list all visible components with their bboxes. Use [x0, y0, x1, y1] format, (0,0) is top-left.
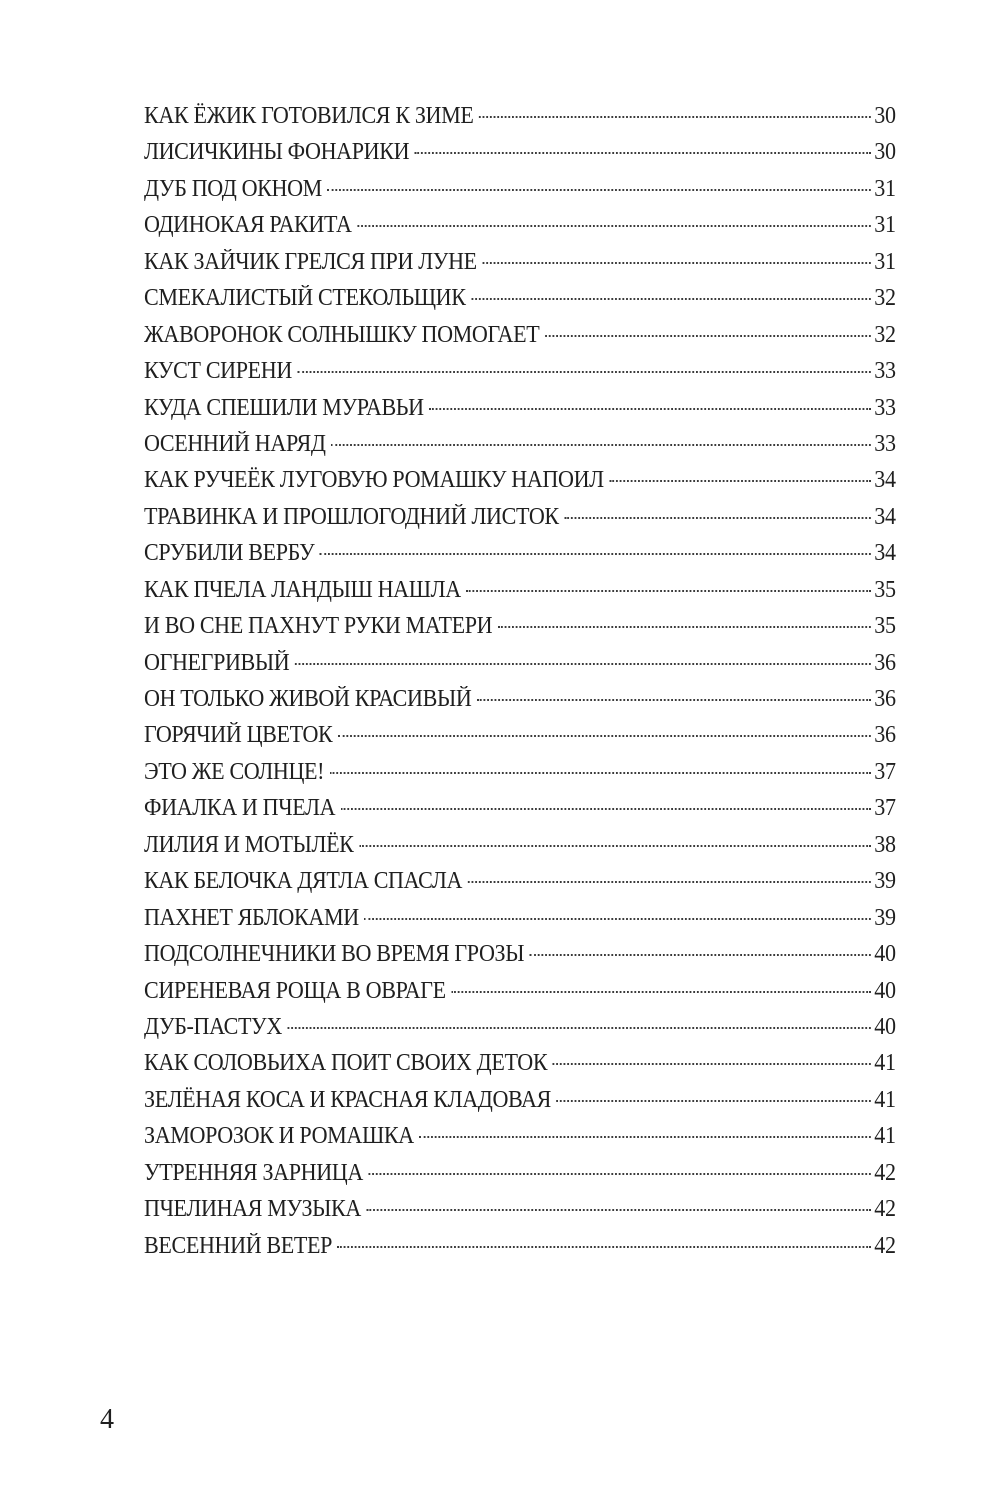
dot-leader: [530, 954, 871, 956]
toc-entry-page: 34: [874, 503, 896, 530]
toc-entry-title: ЗАМОРОЗОК И РОМАШКА: [144, 1123, 414, 1150]
toc-entry: [144, 1191, 896, 1227]
toc-entry-title: ПАХНЕТ ЯБЛОКАМИ: [144, 904, 359, 931]
toc-entry-title: ЭТО ЖЕ СОЛНЦЕ!: [144, 758, 325, 785]
toc-entry: [144, 608, 896, 644]
toc-entry-page: 40: [874, 941, 896, 968]
toc-entry-page: 41: [874, 1050, 896, 1077]
toc-entry-title: ЖАВОРОНОК СОЛНЫШКУ ПОМОГАЕТ: [144, 321, 540, 348]
toc-entry: [144, 973, 896, 1009]
toc-entry-page: 38: [874, 831, 896, 858]
toc-entry-page: 30: [874, 103, 896, 129]
toc-entry-title: ЛИЛИЯ И МОТЫЛЁК: [144, 831, 354, 858]
dot-leader: [545, 335, 871, 337]
toc-entry-page: 42: [874, 1232, 896, 1259]
toc-entry: [144, 900, 896, 936]
toc-entry-title: ОН ТОЛЬКО ЖИВОЙ КРАСИВЫЙ: [144, 686, 472, 712]
dot-leader: [471, 298, 870, 300]
toc-entry: [144, 1045, 896, 1081]
toc-entry-title: КУДА СПЕШИЛИ МУРАВЬИ: [144, 394, 424, 421]
toc-entry-page: 36: [874, 722, 896, 749]
dot-leader: [320, 553, 871, 555]
toc-entry: [144, 535, 896, 571]
toc-entry-title: СИРЕНЕВАЯ РОЩА В ОВРАГЕ: [144, 977, 446, 1004]
toc-entry-page: 34: [874, 467, 896, 494]
dot-leader: [468, 881, 871, 883]
toc-entry-page: 36: [874, 649, 896, 676]
toc-entry-title: КАК БЕЛОЧКА ДЯТЛА СПАСЛА: [144, 868, 463, 895]
toc-entry-title: И ВО СНЕ ПАХНУТ РУКИ МАТЕРИ: [144, 613, 493, 640]
toc-entry-title: ВЕСЕННИЙ ВЕТЕР: [144, 1232, 333, 1259]
dot-leader: [338, 1246, 871, 1248]
toc-entry: [144, 499, 896, 535]
toc-entry-title: КАК ЁЖИК ГОТОВИЛСЯ К ЗИМЕ: [144, 103, 474, 129]
dot-leader: [609, 480, 870, 482]
toc-entry-page: 32: [874, 321, 896, 348]
toc-entry-page: 30: [874, 139, 896, 166]
table-of-contents: [144, 98, 896, 1264]
toc-entry-page: 31: [874, 212, 896, 239]
dot-leader: [498, 626, 871, 628]
toc-entry: [144, 1082, 896, 1118]
toc-entry-page: 40: [874, 1013, 896, 1040]
toc-entry: [144, 936, 896, 972]
dot-leader: [415, 152, 871, 154]
toc-entry: [144, 353, 896, 389]
toc-entry-page: 40: [874, 977, 896, 1004]
toc-entry: [144, 645, 896, 681]
toc-entry: [144, 863, 896, 899]
toc-entry: [144, 1009, 896, 1045]
toc-entry-page: 34: [874, 540, 896, 567]
toc-entry-title: КАК ПЧЕЛА ЛАНДЫШ НАШЛА: [144, 576, 461, 603]
toc-entry-title: ПЧЕЛИНАЯ МУЗЫКА: [144, 1196, 362, 1223]
toc-entry: [144, 827, 896, 863]
toc-entry: [144, 280, 896, 316]
toc-entry-title: ФИАЛКА И ПЧЕЛА: [144, 795, 336, 822]
toc-entry-page: 42: [874, 1196, 896, 1223]
toc-entry-page: 32: [874, 285, 896, 312]
dot-leader: [466, 590, 870, 592]
toc-entry: [144, 390, 896, 426]
toc-entry: [144, 572, 896, 608]
dot-leader: [553, 1063, 871, 1065]
dot-leader: [364, 918, 870, 920]
dot-leader: [368, 1173, 870, 1175]
toc-entry-title: ОСЕННИЙ НАРЯД: [144, 430, 326, 457]
toc-entry-page: 36: [874, 686, 896, 712]
toc-entry: [144, 462, 896, 498]
toc-entry: [144, 171, 896, 207]
dot-leader: [295, 663, 871, 665]
toc-entry-page: 33: [874, 430, 896, 457]
toc-entry: [144, 134, 896, 170]
toc-entry-page: 39: [874, 904, 896, 931]
toc-entry-title: КАК РУЧЕЁК ЛУГОВУЮ РОМАШКУ НАПОИЛ: [144, 467, 604, 494]
toc-entry: [144, 426, 896, 462]
toc-entry: [144, 207, 896, 243]
dot-leader: [338, 735, 871, 737]
toc-entry-page: 31: [874, 175, 896, 202]
dot-leader: [331, 444, 871, 446]
dot-leader: [429, 408, 870, 410]
toc-entry-title: ГОРЯЧИЙ ЦВЕТОК: [144, 722, 333, 749]
toc-entry-title: КАК СОЛОВЬИХА ПОИТ СВОИХ ДЕТОК: [144, 1050, 548, 1077]
toc-entry-title: СМЕКАЛИСТЫЙ СТЕКОЛЬЩИК: [144, 285, 466, 312]
dot-leader: [482, 262, 870, 264]
toc-entry-page: 35: [874, 576, 896, 603]
toc-entry-page: 41: [874, 1123, 896, 1150]
toc-entry: [144, 681, 896, 717]
dot-leader: [287, 1027, 870, 1029]
toc-entry-title: ТРАВИНКА И ПРОШЛОГОДНИЙ ЛИСТОК: [144, 503, 559, 530]
toc-entry-title: ЛИСИЧКИНЫ ФОНАРИКИ: [144, 139, 410, 166]
toc-entry-title: ЗЕЛЁНАЯ КОСА И КРАСНАЯ КЛАДОВАЯ: [144, 1086, 551, 1113]
toc-entry-title: ДУБ ПОД ОКНОМ: [144, 175, 322, 202]
toc-entry-page: 31: [874, 248, 896, 275]
toc-entry: [144, 754, 896, 790]
dot-leader: [330, 772, 871, 774]
toc-entry-page: 33: [874, 358, 896, 385]
dot-leader: [297, 371, 870, 373]
toc-entry-page: 37: [874, 795, 896, 822]
toc-entry: [144, 1155, 896, 1191]
dot-leader: [327, 189, 870, 191]
dot-leader: [357, 225, 871, 227]
toc-entry: [144, 98, 896, 134]
dot-leader: [556, 1100, 870, 1102]
toc-entry-title: ОГНЕГРИВЫЙ: [144, 649, 290, 676]
toc-entry-page: 39: [874, 868, 896, 895]
dot-leader: [367, 1209, 871, 1211]
dot-leader: [451, 991, 870, 993]
page-number: 4: [100, 1404, 114, 1435]
toc-entry-page: 33: [874, 394, 896, 421]
toc-entry: [144, 717, 896, 753]
dot-leader: [564, 517, 870, 519]
toc-entry-page: 37: [874, 758, 896, 785]
toc-entry: [144, 1118, 896, 1154]
dot-leader: [477, 699, 871, 701]
toc-entry-title: ПОДСОЛНЕЧНИКИ ВО ВРЕМЯ ГРОЗЫ: [144, 941, 525, 968]
toc-entry: [144, 244, 896, 280]
toc-entry-title: КАК ЗАЙЧИК ГРЕЛСЯ ПРИ ЛУНЕ: [144, 248, 477, 275]
toc-entry-title: СРУБИЛИ ВЕРБУ: [144, 540, 315, 567]
dot-leader: [479, 116, 871, 118]
toc-entry: [144, 790, 896, 826]
toc-entry: [144, 317, 896, 353]
toc-entry-title: ДУБ-ПАСТУХ: [144, 1013, 282, 1040]
toc-entry-page: 42: [874, 1159, 896, 1186]
dot-leader: [341, 808, 871, 810]
toc-entry-page: 35: [874, 613, 896, 640]
toc-entry-page: 41: [874, 1086, 896, 1113]
dot-leader: [419, 1136, 870, 1138]
toc-entry-title: КУСТ СИРЕНИ: [144, 358, 292, 385]
dot-leader: [359, 845, 871, 847]
toc-entry-title: ОДИНОКАЯ РАКИТА: [144, 212, 352, 239]
toc-entry: [144, 1228, 896, 1264]
toc-entry-title: УТРЕННЯЯ ЗАРНИЦА: [144, 1159, 363, 1186]
